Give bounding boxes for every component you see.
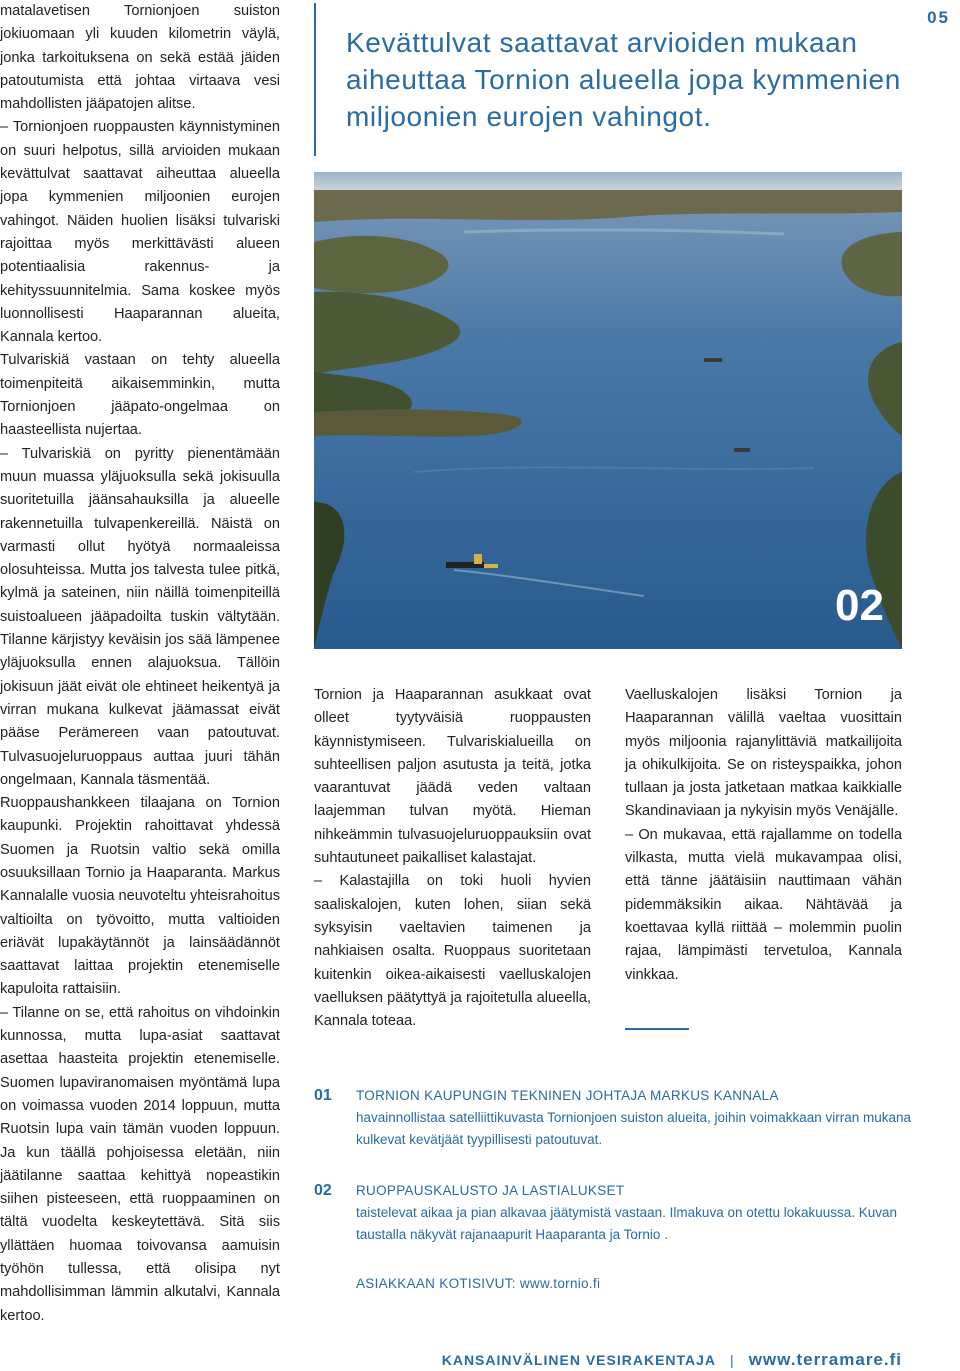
paragraph: matalavetisen Tornionjoen suiston jokiuomaan yli kuuden kilometrin väylä, jonka tarkoituksena on sekä estää jäiden patoutumista että johtaa virtaava vesi mahdollisten jääpatojen alitse. (0, 3, 280, 113)
paragraph: – Tornionjoen ruoppausten käynnistyminen on suuri helpotus, sillä arvioiden mukaan kevättulvat saattavat aiheuttaa alueella jopa kymmenien miljoonien eurojen vahingot. Näiden huolien lisäksi tulvariski rajoittaa myös merkittävästi alueen potentiaalisia rakennus- ja kehityssuunnitelmia. Sama koskee myös luonnollisesti Haaparannan alueita, Kannala kertoo. (0, 119, 280, 346)
caption-01 (314, 1085, 914, 1151)
paragraph: – On mukavaa, että rajallamme on todella vilkasta, mutta vielä mukavampaa olisi, että tänne jäätäisiin nauttimaan vähän pidemmäksikin aikaa. Nähtävää ja koettavaa kyllä riittää – molemmin puolin rajaa, lämpimästi tervetuloa, Kannala vinkkaa. (625, 826, 902, 983)
paragraph: – Tilanne on se, että rahoitus on vihdoinkin kunnossa, mutta lupa-asiat saattavat asettaa haasteita projektin etenemiselle. Suomen lupaviranomaisen myöntämä lupa on voimassa vuoden 2014 loppuun, mutta Ruotsin lupa vain tämän vuoden loppuun. Ja kun täällä pohjoisessa eletään, niin jäätilanne saattaa kehittyä nopeastikin siihen pisteeseen, että ruoppaaminen on tältä vuodelta keskeytettävä. Sitä siis yllättäen huomaa toivovansa aamuisin työhön tullessa, että olisipa nyt mahdollisimman lämmin alkutalvi, Kannala kertoo. (0, 1004, 280, 1324)
caption-text: havainnollistaa satelliittikuvasta Tornionjoen suiston alueita, joihin voimakkaan virran mukana kulkevat kevätjäät tyypillisesti patoutuvat. (356, 1110, 912, 1147)
caption-text: taistelevat aikaa ja pian alkavaa jäätymistä vastaan. Ilmakuva on otettu lokakuussa. Kuvan taustalla näkyvät rajanaapurit Haaparanta ja Tornio . (356, 1205, 898, 1242)
paragraph: Tulvariskiä vastaan on tehty alueella toimenpiteitä aikaisemminkin, mutta Tornionjoen jääpato-ongelmaa on haasteellista nujertaa. (0, 352, 280, 439)
left-column (0, 0, 280, 1328)
paragraph: Tornion ja Haaparannan asukkaat ovat olleet tyytyväisiä ruoppausten käynnistymiseen. Tulvariskialueilla on suhteellisen paljon asutusta ja teitä, jotka vaarantuvat jäädä veden valtaan laajemman tulvan myötä. Hieman nihkeämmin tulvasuojeluruoppauksiin ovat suhtautuneet paikalliset kalastajat. (314, 687, 591, 867)
caption-title: TORNION KAUPUNGIN TEKNINEN JOHTAJA MARKUS KANNALA (356, 1088, 779, 1103)
paragraph: – Kalastajilla on toki huoli hyvien saaliskalojen, kuten lohen, siian sekä syksyisin vaeltavien taimenen ja nahkiaisen osalta. Ruoppaus suoritetaan kuitenkin oikea-aikaisesti vaelluskalojen vaelluksen päätyttyä ja rajoitetulla alueella, Kannala toteaa. (314, 873, 591, 1030)
caption-number: 01 (314, 1087, 332, 1104)
client-homepage-label: ASIAKKAAN KOTISIVUT: www.tornio.fi (356, 1276, 601, 1291)
publication-name: KANSAINVÄLINEN VESIRAKENTAJA (441, 1352, 717, 1368)
paragraph: Vaelluskalojen lisäksi Tornion ja Haaparannan välillä vaeltaa vuosittain myös miljoonia rajanylittäviä matkailijoita ja ohikulkijoita. Se on risteyspaikka, johon tullaan ja josta jatketaan matkaa kaikkialle Skandinaviaan ja nykyisin myös Venäjälle. (625, 687, 902, 820)
footer-separator: | (730, 1352, 735, 1368)
caption-title: RUOPPAUSKALUSTO JA LASTIALUKSET (356, 1183, 625, 1198)
paragraph: Ruoppaushankkeen tilaajana on Tornion kaupunki. Projektin rahoittavat yhdessä Suomen ja Ruotsin valtio sekä omilla osuuksillaan Tornio ja Haaparanta. Markus Kannalalle vuosia neuvoteltu yhteisrahoitus valtioilta on työvoitto, mutta valtioiden eriävät lupakäytännöt ja lainsäädännöt saattavat laittaa projektin etenemiselle kapuloita rattaisiin. (0, 795, 280, 998)
photo-illustration (314, 172, 902, 649)
photo-number: 02 (835, 581, 884, 630)
middle-column (314, 684, 591, 1033)
right-column (625, 684, 902, 987)
aerial-river-photo (314, 172, 902, 649)
footer (442, 1350, 902, 1370)
page-number: 05 (927, 8, 950, 27)
article-end-mark (625, 1028, 689, 1030)
pull-quote: Kevättulvat saattavat arvioiden mukaan aiheuttaa Tornion alueella jopa kymmenien miljoonien eurojen vahingot. (346, 27, 901, 132)
caption-number: 02 (314, 1182, 332, 1199)
caption-02 (314, 1180, 914, 1246)
website-link[interactable]: www.terramare.fi (748, 1350, 902, 1369)
paragraph: – Tulvariskiä on pyritty pienentämään muun muassa yläjuoksulla sekä jokisuulla suoritetuilla jäänsahauksilla ja alueelle rakennetuilla tulvapenkereillä. Näistä on varmasti ollut hyötyä normaaleissa olosuhteissa. Mutta jos talvesta tulee pitkä, kylmä ja sateinen, niin näillä toimenpiteillä suistoalueen jääpadoilta tuskin vältytään. Tilanne kärjistyy keväisin jos sää lämpenee yläjuoksulla ennen alajuoksua. Tällöin jokisuun jäät eivät ole ehtineet heikentyä ja virran mukana kulkevat jäämassat eivät pääse Perämereen vaan patoutuvat. Tulvasuojeluruoppaus auttaa juuri tähän ongelmaan, Kannala täsmentää. (0, 445, 280, 788)
pull-quote-rule (314, 3, 316, 156)
